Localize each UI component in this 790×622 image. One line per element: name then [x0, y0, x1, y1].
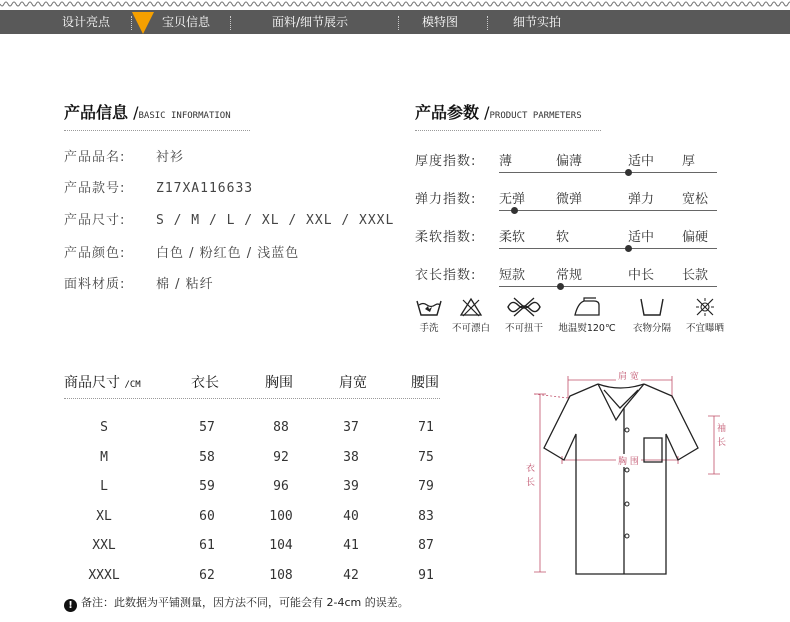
param-option: 柔软	[499, 230, 526, 245]
param-selected-dot	[625, 169, 632, 176]
size-table-header-size	[64, 372, 141, 392]
measure-cell: 58	[199, 449, 215, 465]
measure-cell: 87	[418, 538, 434, 553]
shoulder-width-label: 肩 宽	[616, 369, 641, 382]
nav-tab-fabric-details[interactable]: 面料/细节展示	[272, 15, 349, 29]
measure-cell: 41	[343, 538, 359, 553]
info-value: 白色 / 粉红色 / 浅蓝色	[156, 246, 300, 261]
sleeve-label: 袖长	[717, 424, 727, 448]
param-scale-line	[499, 248, 717, 249]
param-option: 宽松	[682, 192, 709, 207]
size-cell: S	[100, 420, 108, 435]
measure-cell: 75	[418, 449, 434, 465]
param-selected-dot	[625, 245, 632, 252]
shirt-buttons	[625, 428, 629, 538]
info-row-sizes	[64, 209, 394, 228]
param-option: 偏硬	[682, 230, 709, 245]
shirt-measurement-diagram	[520, 368, 730, 578]
param-option: 短款	[499, 268, 526, 283]
param-option: 适中	[628, 230, 655, 245]
no-sun-icon	[694, 297, 716, 317]
param-label: 衣长指数:	[415, 268, 477, 283]
nav-separator	[487, 16, 488, 30]
param-option: 弹力	[628, 192, 655, 207]
param-option: 薄	[499, 154, 513, 169]
info-row-name	[64, 146, 184, 165]
info-label: 产品款号:	[64, 181, 126, 196]
nav-separator	[230, 16, 231, 30]
measure-cell: 57	[199, 420, 215, 435]
info-row-colors	[64, 242, 299, 261]
care-label: 地温熨120℃	[558, 323, 616, 334]
measure-cell: 100	[269, 508, 293, 524]
param-label: 柔软指数:	[415, 230, 477, 245]
measurement-note	[64, 594, 409, 612]
param-selected-dot	[511, 207, 518, 214]
product-params-title: 产品参数 /PRODUCT PARMETERS	[415, 103, 582, 122]
measure-cell: 71	[418, 420, 434, 435]
note-text: 备注：此数据为平铺测量，因方法不同，可能会有 2-4cm 的误差。	[81, 596, 409, 609]
measure-cell: 79	[418, 479, 434, 494]
size-cell: M	[100, 449, 108, 465]
measure-cell: 83	[418, 508, 434, 524]
size-cell: XXL	[92, 538, 116, 553]
size-cell: L	[100, 479, 108, 494]
size-header-label: 商品尺寸	[64, 375, 120, 391]
size-cell: XXXL	[88, 567, 120, 583]
info-value: 棉 / 粘纤	[156, 277, 214, 292]
info-row-style-no	[64, 177, 253, 196]
care-low-iron	[554, 297, 620, 334]
nav-separator	[398, 16, 399, 30]
param-option: 偏薄	[556, 154, 583, 169]
product-params-divider	[415, 130, 601, 131]
hand-wash-icon	[416, 297, 442, 317]
info-label: 面料材质:	[64, 277, 126, 292]
info-value: S / M / L / XL / XXL / XXXL	[156, 213, 395, 228]
measure-cell: 91	[418, 567, 434, 583]
measure-cell: 96	[273, 479, 289, 494]
care-separate-wash	[626, 297, 678, 334]
care-label: 不可漂白	[451, 323, 490, 334]
care-no-bleach	[446, 297, 496, 334]
param-selected-dot	[557, 283, 564, 290]
info-value: Z17XA116633	[156, 181, 254, 196]
care-label: 不可扭干	[504, 323, 543, 334]
measure-cell: 40	[343, 508, 359, 524]
warning-icon: !	[64, 599, 77, 612]
low-iron-icon	[572, 297, 602, 317]
basic-info-title: 产品信息 /BASIC INFORMATION	[64, 103, 231, 122]
param-option: 软	[556, 230, 570, 245]
care-no-sun	[680, 297, 730, 334]
measure-cell: 108	[269, 567, 293, 583]
info-value: 衬衫	[156, 150, 185, 165]
size-cell: XL	[96, 508, 112, 524]
size-table-header-length: 衣长	[191, 375, 219, 391]
care-no-wring	[498, 297, 550, 334]
length-label: 衣长	[526, 464, 536, 488]
measure-cell: 60	[199, 508, 215, 524]
top-nav-bar	[0, 10, 790, 34]
care-label: 衣物分隔	[632, 323, 671, 334]
param-option: 适中	[628, 154, 655, 169]
nav-tab-detail-photos[interactable]: 细节实拍	[513, 15, 562, 29]
param-label: 厚度指数:	[415, 154, 477, 169]
care-hand-wash	[414, 297, 444, 334]
info-label: 产品品名:	[64, 150, 126, 165]
size-table-header-shoulder: 肩宽	[339, 375, 367, 391]
info-label: 产品颜色:	[64, 246, 126, 261]
product-params-heading: 产品参数	[415, 103, 480, 122]
size-header-unit: /CM	[124, 380, 141, 390]
no-wring-icon	[504, 297, 544, 317]
basic-info-heading: 产品信息	[64, 103, 129, 122]
measure-cell: 59	[199, 479, 215, 494]
measure-cell: 104	[269, 538, 293, 553]
size-table-divider	[64, 398, 440, 399]
shirt-outline	[544, 384, 698, 574]
size-table-header-waist: 腰围	[411, 375, 439, 391]
param-scale-line	[499, 286, 717, 287]
measure-cell: 62	[199, 567, 215, 583]
param-scale-line	[499, 172, 717, 173]
care-label: 不宜曝晒	[685, 323, 724, 334]
info-row-material	[64, 273, 214, 292]
param-option: 长款	[682, 268, 709, 283]
measure-cell: 38	[343, 449, 359, 465]
basic-info-subtitle: BASIC INFORMATION	[138, 111, 231, 121]
care-label: 手洗	[419, 323, 439, 334]
nav-tab-model-photos[interactable]: 模特图	[422, 15, 459, 29]
basic-info-divider	[64, 130, 250, 131]
product-params-subtitle: PRODUCT PARMETERS	[489, 111, 582, 121]
measure-cell: 37	[343, 420, 359, 435]
size-table-header-chest: 胸围	[265, 375, 293, 391]
chest-label: 胸 围	[616, 454, 641, 467]
no-bleach-icon	[459, 297, 483, 317]
info-label: 产品尺寸:	[64, 213, 126, 228]
separate-wash-icon	[639, 297, 665, 317]
param-option: 常规	[556, 268, 583, 283]
param-option: 厚	[682, 154, 696, 169]
param-label: 弹力指数:	[415, 192, 477, 207]
param-option: 微弹	[556, 192, 583, 207]
active-tab-arrow-icon	[132, 12, 154, 34]
measure-cell: 92	[273, 449, 289, 465]
nav-tab-design-highlights[interactable]: 设计亮点	[62, 15, 111, 29]
measure-cell: 61	[199, 538, 215, 553]
param-option: 中长	[628, 268, 655, 283]
nav-tab-product-info[interactable]: 宝贝信息	[162, 15, 211, 29]
measure-cell: 42	[343, 567, 359, 583]
param-option: 无弹	[499, 192, 526, 207]
param-scale-line	[499, 210, 717, 211]
measure-cell: 88	[273, 420, 289, 435]
measure-cell: 39	[343, 479, 359, 494]
